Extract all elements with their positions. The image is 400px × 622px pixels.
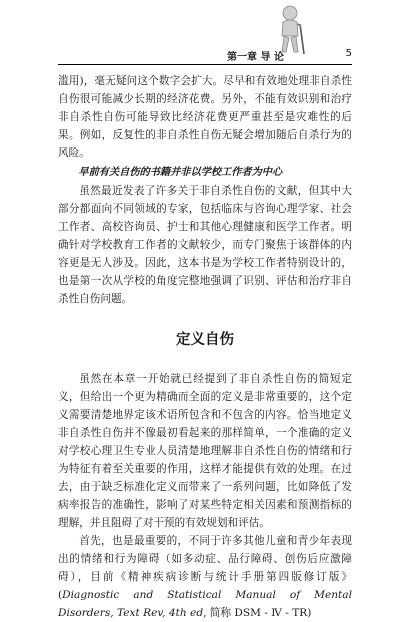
running-header	[58, 48, 352, 62]
page-body	[58, 72, 352, 622]
section-title: 定义自伤	[176, 332, 234, 348]
paragraph-2: 虽然最近发表了许多关于非自杀性自伤的文献，但其中大部分都面向不同领域的专家，包括临床与咨询心理学家、社会工作者、高校咨询员、护士和其他心理健康和医学工作者。明确针对学校教育工作者的文献较少，而专门聚焦于该群体的内容更是无人涉及。因此，这本书是为学校工作者特别设计的，也是第一次从学校的角度完整地强调了识别、评估和治疗非自杀性自伤问题。	[58, 185, 352, 305]
paragraph-1: 滥用)，毫无疑问这个数字会扩大。尽早和有效地处理非自杀性自伤很可能减少长期的经济花费。另外，不能有效识别和治疗非自杀性自伤可能导致比经济花费更严重甚至是灾难性的后果。例如，反复性的非自杀性自伤无疑会增加随后自杀行为的风险。	[58, 75, 352, 159]
paragraph-4	[58, 532, 352, 622]
header-rule	[58, 64, 352, 65]
paragraph-4-end: , 简称 DSM - Ⅳ - TR)	[203, 607, 312, 619]
page-number: 5	[345, 48, 352, 59]
paragraph-4-start: 首先，也是最重要的，不同于许多其他儿童和青少年表现出的情绪和行为障碍（如多动症、品行障碍、创伤后应激障碍），目前《精神疾病诊断与统计手册第四版修订版》(	[58, 535, 352, 601]
paragraph-3: 虽然在本章一开始就已经提到了非自杀性自伤的简短定义，但给出一个更为精确而全面的定义是非常重要的，这个定义需要清楚地界定该术语所包含和不包含的内容。恰当地定义非自杀性自伤并不像最初看起来的那样简单，一个准确的定义对学校心理卫生专业人员清楚地理解非自杀性自伤的情绪和行为特征有着至关重要的作用，这样才能提供有效的处理。在过去，由于缺乏标准化定义而带来了一系列问题，比如降低了发病率报告的准确性，影响了对某些特定相关因素和预测指标的理解，并且阻碍了对干预的有效规划和评估。	[58, 373, 352, 529]
subheading: 早前有关自伤的书籍并非以学校工作者为中心	[78, 167, 283, 178]
dsm-title-english: Diagnostic and Statistical Manual of Mental Disorders, Text Rev, 4th ed	[58, 589, 352, 619]
chapter-label: 第一章 导 论	[227, 52, 284, 63]
